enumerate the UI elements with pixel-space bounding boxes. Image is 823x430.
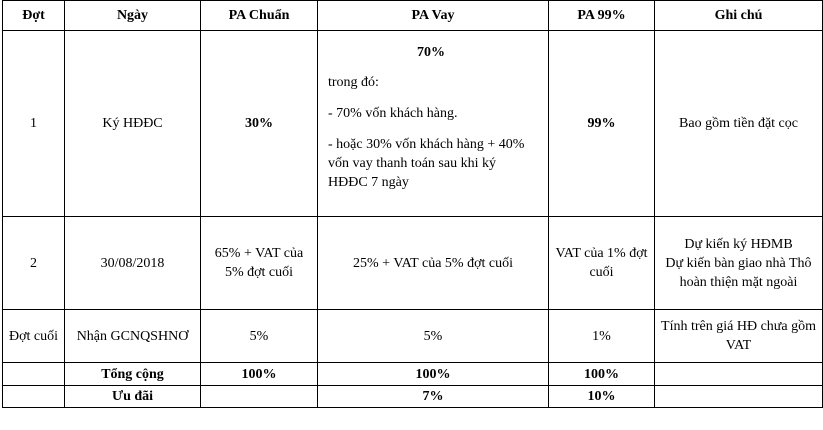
pa-vay-line1: trong đó: xyxy=(328,75,379,90)
cell-ngay: 30/08/2018 xyxy=(65,217,201,310)
cell-pa-chuan: 5% xyxy=(201,310,318,363)
table-row xyxy=(3,217,823,310)
header-ngay: Ngày xyxy=(65,1,201,31)
cell-pa-vay: 25% + VAT của 5% đợt cuối xyxy=(318,217,549,310)
cell-ngay: Nhận GCNQSHNƠ xyxy=(65,310,201,363)
cell-empty xyxy=(3,363,65,386)
incentive-label: Ưu đãi xyxy=(65,386,201,408)
cell-pa-vay: 5% xyxy=(318,310,549,363)
incentive-pa-chuan xyxy=(201,386,318,408)
incentive-pa-99: 10% xyxy=(549,386,655,408)
pa-vay-line3: - hoặc 30% vốn khách hàng + 40% vốn vay thanh toán sau khi ký HĐĐC 7 ngày xyxy=(328,137,525,190)
cell-pa-99: 99% xyxy=(549,31,655,217)
cell-ghi-chu: Bao gồm tiền đặt cọc xyxy=(655,31,823,217)
cell-dot: 2 xyxy=(3,217,65,310)
cell-pa-vay xyxy=(318,31,549,217)
ghi-chu-line1: Dự kiến ký HĐMB xyxy=(684,236,793,252)
total-pa-chuan: 100% xyxy=(201,363,318,386)
table-header-row xyxy=(3,1,823,31)
header-ghi-chu: Ghi chú xyxy=(655,1,823,31)
cell-empty xyxy=(3,386,65,408)
table-row xyxy=(3,310,823,363)
payment-schedule-table xyxy=(2,0,823,408)
cell-pa-chuan: 65% + VAT của 5% đợt cuối xyxy=(201,217,318,310)
total-row xyxy=(3,363,823,386)
header-dot: Đợt xyxy=(3,1,65,31)
total-label: Tổng cộng xyxy=(65,363,201,386)
cell-empty xyxy=(655,386,823,408)
total-pa-99: 100% xyxy=(549,363,655,386)
cell-ngay: Ký HĐĐC xyxy=(65,31,201,217)
cell-pa-99: VAT của 1% đợt cuối xyxy=(549,217,655,310)
cell-dot: Đợt cuối xyxy=(3,310,65,363)
pa-vay-title: 70% xyxy=(417,45,445,60)
incentive-pa-vay: 7% xyxy=(318,386,549,408)
cell-ghi-chu: Tính trên giá HĐ chưa gồm VAT xyxy=(655,310,823,363)
table-row xyxy=(3,31,823,217)
cell-pa-99: 1% xyxy=(549,310,655,363)
cell-ghi-chu xyxy=(655,217,823,310)
header-pa-vay: PA Vay xyxy=(318,1,549,31)
total-pa-vay: 100% xyxy=(318,363,549,386)
header-pa-chuan: PA Chuẩn xyxy=(201,1,318,31)
cell-dot: 1 xyxy=(3,31,65,217)
ghi-chu-line2: Dự kiến bàn giao nhà Thô hoàn thiện mặt ngoài xyxy=(665,255,812,290)
pa-vay-line2: - 70% vốn khách hàng. xyxy=(328,106,458,121)
cell-pa-chuan: 30% xyxy=(201,31,318,217)
incentive-row xyxy=(3,386,823,408)
header-pa-99: PA 99% xyxy=(549,1,655,31)
cell-empty xyxy=(655,363,823,386)
